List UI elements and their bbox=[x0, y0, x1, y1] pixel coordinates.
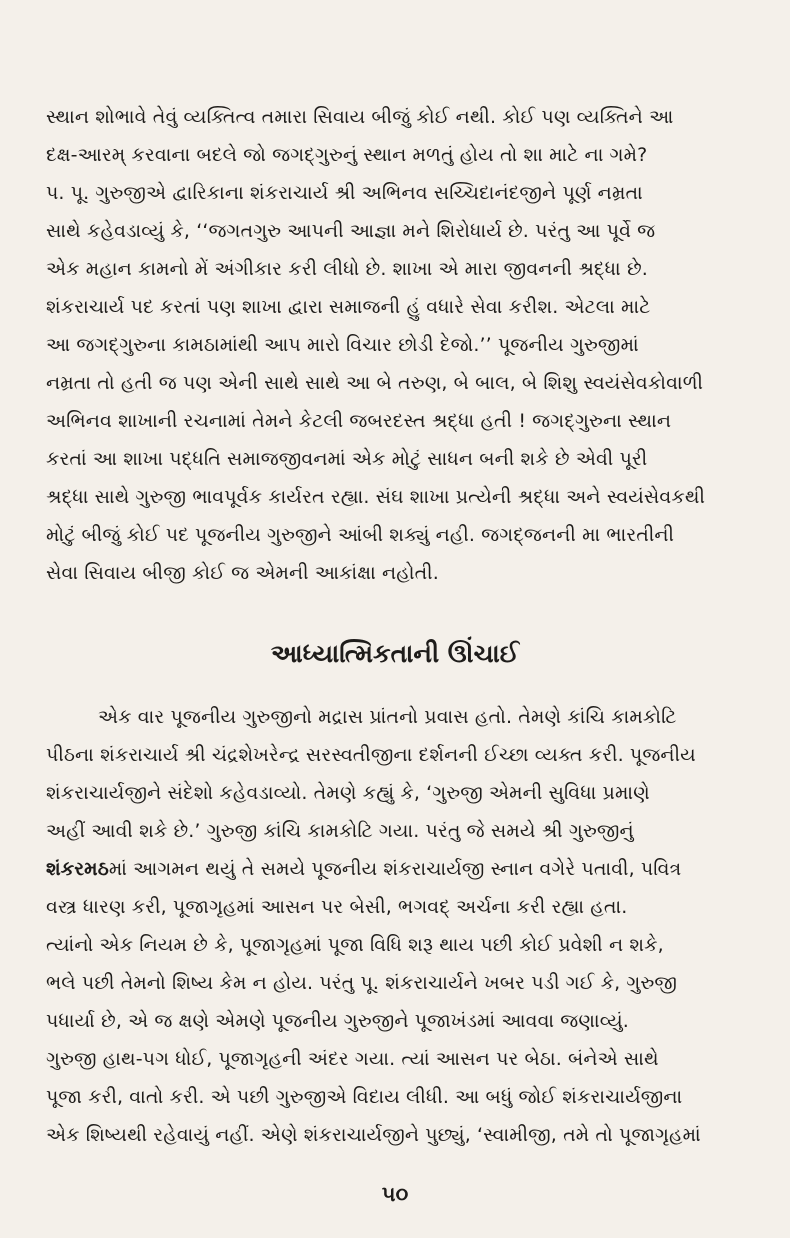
text-line: સ્થાન શોભાવે તેવું વ્યક્તિત્વ તમારા સિવાય બીજું કોઈ નથી. કોઈ પણ વ્યક્તિને આ bbox=[46, 106, 674, 128]
text-line: પીઠના શંકરાચાર્ય શ્રી ચંદ્રશેખરેન્દ્ર સરસ્વતીજીના દર્શનની ઈચ્છા વ્યક્ત કરી. પૂજનીય bbox=[46, 744, 696, 766]
text-line: સેવા સિવાય બીજી કોઈ જ એમની આકાંક્ષા નહોતી. bbox=[46, 562, 439, 584]
text-line: વસ્ત્ર ધારણ કરી, પૂજાગૃહમાં આસન પર બેસી, ભગવદ્ અર્ચના કરી રહ્યા હતા. bbox=[46, 896, 628, 918]
text-line: શંકરાચાર્યજીને સંદેશો કહેવડાવ્યો. તેમણે કહ્યું કે, ‘ગુરુજી એમની સુવિધા પ્રમાણે bbox=[46, 782, 650, 804]
text-line: અભિનવ શાખાની રચનામાં તેમને કેટલી જબરદસ્ત શ્રદ્ધા હતી ! જગદ્‌ગુરુના સ્થાન bbox=[46, 410, 672, 432]
text-line: પધાર્યા છે, એ જ ક્ષણે એમણે પૂજનીય ગુરુજીને પૂજાખંડમાં આવવા જણાવ્યું. bbox=[46, 1010, 629, 1032]
text-line: દક્ષ-આરમ્ કરવાના બદલે જો જગદ્‌ગુરુનું સ્થાન મળતું હોય તો શા માટે ના ગમે? bbox=[46, 144, 648, 166]
text-line: નમ્રતા તો હતી જ પણ એની સાથે સાથે આ બે તરુણ, બે બાલ, બે શિશુ સ્વયંસેવકોવાળી bbox=[46, 372, 704, 394]
section-heading: આધ્યાત્મિકતાની ઊંચાઈ bbox=[270, 639, 520, 668]
text-line: ત્યાંનો એક નિયમ છે કે, પૂજાગૃહમાં પૂજા વિધિ શરૂ થાય પછી કોઈ પ્રવેશી ન શકે, bbox=[46, 934, 664, 956]
text-line: પ. પૂ. ગુરુજીએ દ્વારિકાના શંકરાચાર્ય શ્રી અભિનવ સચ્ચિદાનંદજીને પૂર્ણ નમ્રતા bbox=[46, 182, 643, 204]
emphasized-word: શંકરમઠ bbox=[46, 858, 109, 880]
text-line: કરતાં આ શાખા પદ્ધતિ સમાજજીવનમાં એક મોટું સાધન બની શકે છે એવી પૂરી bbox=[46, 448, 648, 470]
text-line: શ્રદ્ધા સાથે ગુરુજી ભાવપૂર્વક કાર્યરત રહ્યા. સંઘ શાખા પ્રત્યેની શ્રદ્ધા અને સ્વયંસેવકથી bbox=[46, 486, 705, 508]
text-line: અહીં આવી શકે છે.’ ગુરુજી કાંચિ કામકોટિ ગયા. પરંતુ જે સમયે શ્રી ગુરુજીનું bbox=[46, 820, 634, 842]
text-line bbox=[46, 852, 748, 886]
text-line: એક શિષ્યથી રહેવાયું નહીં. એણે શંકરાચાર્યજીને પુછ્યું, ‘સ્વામીજી, તમે તો પૂજાગૃહમાં bbox=[46, 1124, 701, 1146]
text-run: માં આગમન થયું તે સમયે પૂજનીય શંકરાચાર્યજી સ્નાન વગેરે પતાવી, પવિત્ર bbox=[108, 858, 682, 880]
text-line: એક વાર પૂજનીય ગુરુજીનો મદ્રાસ પ્રાંતનો પ્રવાસ હતો. તેમણે કાંચિ કામકોટિ bbox=[98, 706, 677, 728]
text-line: ગુરુજી હાથ-પગ ધોઈ, પૂજાગૃહની અંદર ગયા. ત્યાં આસન પર બેઠા. બંનેએ સાથે bbox=[46, 1048, 659, 1070]
text-line: પૂજા કરી, વાતો કરી. એ પછી ગુરુજીએ વિદાય લીધી. આ બધું જોઈ શંકરાચાર્યજીના bbox=[46, 1086, 683, 1108]
text-line: મોટું બીજું કોઈ પદ પૂજનીય ગુરુજીને આંબી શક્યું નહી. જગદ્‌જનની મા ભારતીની bbox=[46, 524, 675, 546]
text-line: સાથે કહેવડાવ્યું કે, ‘‘જગતગુરુ આપની આજ્ઞા મને શિરોધાર્ય છે. પરંતુ આ પૂર્વે જ bbox=[46, 220, 656, 242]
text-line: એક મહાન કામનો મેં અંગીકાર કરી લીધો છે. શાખા એ મારા જીવનની શ્રદ્ધા છે. bbox=[46, 258, 648, 280]
text-line: શંકરાચાર્ય પદ કરતાં પણ શાખા દ્વારા સમાજની હું વધારે સેવા કરીશ. એટલા માટે bbox=[46, 296, 651, 318]
page-number: ૫૦ bbox=[381, 1182, 409, 1206]
text-line: આ જગદ્‌ગુરુના કામઠામાંથી આપ મારો વિચાર છોડી દેજો.’’ પૂજનીય ગુરુજીમાં bbox=[46, 334, 639, 356]
text-line: ભલે પછી તેમનો શિષ્ય કેમ ન હોય. પરંતુ પૂ. શંકરાચાર્યને ખબર પડી ગઈ કે, ગુરુજી bbox=[46, 972, 678, 994]
